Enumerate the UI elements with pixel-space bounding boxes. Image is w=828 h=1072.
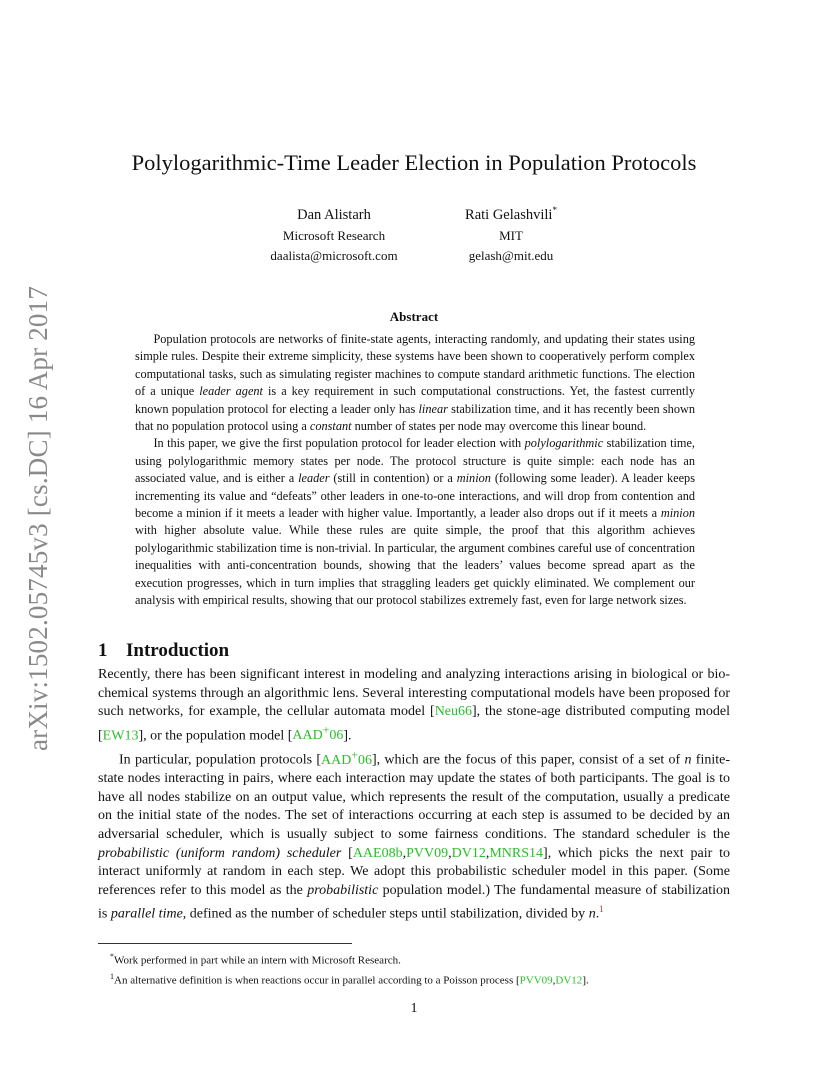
- footnote-mark: *: [110, 952, 114, 961]
- section-number: 1: [98, 640, 108, 661]
- footnote-2: $^1$An alternative definition is when reactions occur in parallel according to a Poisson process [PVV09,DV12].: [110, 971, 589, 987]
- abstract: [135, 331, 695, 610]
- introduction-body: [98, 666, 730, 925]
- footnotes: [110, 949, 730, 988]
- footnote-divider: [98, 943, 352, 944]
- author-affiliation: Microsoft Research: [282, 227, 386, 243]
- footnote-1: *Work performed in part while an intern with Microsoft Research.: [110, 952, 401, 967]
- citation-link[interactable]: EW13: [102, 728, 139, 744]
- author-name: Rati Gelashvili*: [465, 205, 557, 223]
- citation-link[interactable]: DV12: [451, 845, 486, 861]
- citation-link[interactable]: Neu66: [434, 704, 473, 720]
- math-variable: n: [684, 752, 692, 768]
- arxiv-id: arXiv:1502.05745v3 [cs.DC] 16 Apr 2017: [23, 285, 54, 751]
- citation-link[interactable]: PVV09: [406, 845, 449, 861]
- section-heading: [98, 640, 229, 662]
- paper-title: Polylogarithmic-Time Leader Election in Population Protocols: [131, 150, 697, 175]
- footnote-ref[interactable]: 1: [599, 904, 604, 915]
- intro-paragraph-2: In particular, population protocols [AAD+06], which are the focus of this paper, consist of a set of n finite-state nodes interacting in pairs, where each interaction may update the states of both participants. The goal is to have all nodes stabilize on an output value, which represents the result of the computation, usually a predicate on the initial state of the nodes. The set of interactions occurring at each step is assumed to be decided by an adversarial scheduler, which is usually subject to some fairness conditions. The standard scheduler is the probabilistic (uniform random) scheduler [AAE08b,PVV09,DV12,MNRS14], which picks the next pair to interact uniformly at random in each step. We adopt this probabilistic scheduler model in this paper. (Some references refer to this model as the probabilistic population model.) The fundamental measure of stabilization is parallel time, defined as the number of scheduler steps until stabilization, divided by n.$^1$: [98, 748, 730, 923]
- abstract-paragraph-1: Population protocols are networks of finite-state agents, interacting randomly, and updating their states using simple rules. Despite their extreme simplicity, these systems have been shown to cooperatively perform complex computational tasks, such as simulating register machines to compute standard arithmetic functions. The election of a unique leader agent is a key requirement in such computational constructions. Yet, the fastest currently known population protocol for electing a leader only has linear stabilization time, and it has recently been shown that no population protocol using a constant number of states per node may overcome this linear bound.: [135, 332, 696, 434]
- author-email: gelash@mit.edu: [468, 247, 554, 263]
- citation-link[interactable]: DV12: [555, 974, 583, 987]
- citation-link[interactable]: AAD+06: [292, 723, 344, 744]
- citation-link[interactable]: AAD+06: [321, 748, 372, 768]
- citation-link[interactable]: MNRS14: [489, 845, 544, 861]
- author-2: [401, 199, 621, 266]
- intro-paragraph-1: Recently, there has been significant interest in modeling and analyzing interactions arising in biological or bio-chemical systems through an algorithmic lens. Several interesting computational models have been proposed for such networks, for example, the cellular automata model [Neu66], the stone-age distributed computing model [EW13], or the population model [AAD+06].: [98, 667, 730, 744]
- citation-link[interactable]: AAE08b: [352, 845, 403, 861]
- citation-link[interactable]: PVV09: [519, 974, 553, 987]
- footnote-mark: 1: [110, 971, 114, 981]
- page-number: 1: [410, 1001, 418, 1016]
- author-email: daalista@microsoft.com: [270, 247, 398, 263]
- author-mark: *: [552, 205, 557, 215]
- arxiv-stamp: [19, 278, 59, 758]
- author-name: Dan Alistarh: [297, 206, 371, 223]
- author-affiliation: MIT: [499, 227, 523, 243]
- abstract-heading: Abstract: [389, 309, 439, 324]
- section-title: Introduction: [126, 640, 230, 661]
- math-variable: n: [588, 907, 596, 923]
- abstract-paragraph-2: In this paper, we give the first population protocol for leader election with polylogarithmic stabilization time, using polylogarithmic memory states per node. The protocol structure is quite simple: each node has an associated value, and is either a leader (still in contention) or a minion (following some leader). A leader keeps incrementing its value and “defeats” other leaders in one-to-one interactions, and will drop from contention and become a minion if it meets a leader with higher value. Importantly, a leader also drops out if it meets a minion with higher absolute value. While these rules are quite simple, the proof that this algorithm achieves polylogarithmic stabilization time is non-trivial. In particular, the argument combines careful use of concentration inequalities with anti-concentration bounds, showing that the leaders’ values become spread apart as the execution progresses, which in turn implies that straggling leaders get quickly eliminated. We complement our analysis with empirical results, showing that our protocol stabilizes extremely fast, even for large network sizes.: [135, 436, 696, 608]
